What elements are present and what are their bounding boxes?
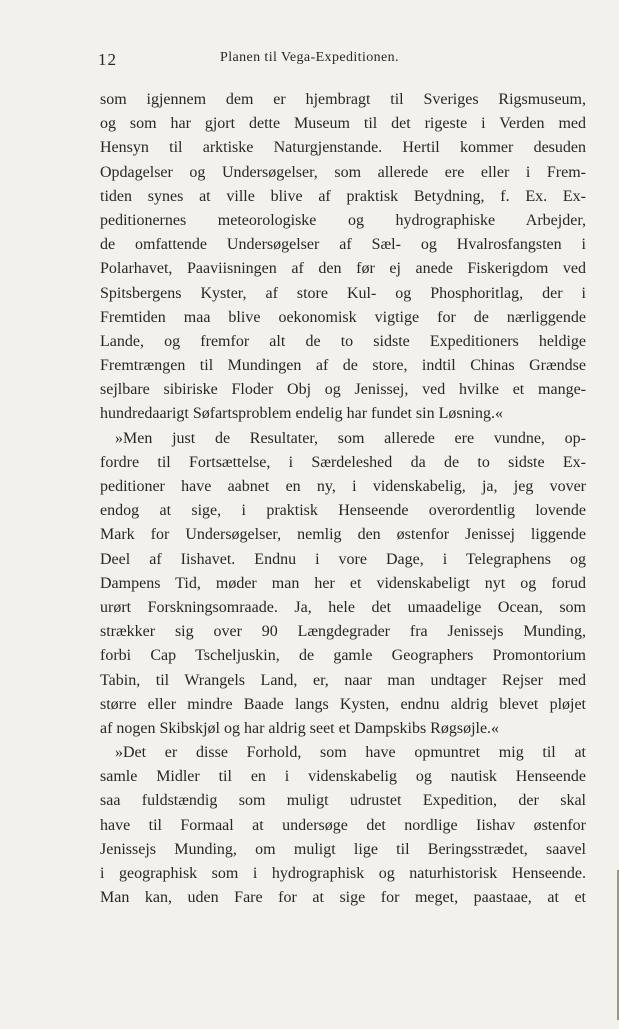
text-line: sejlbare sibiriske Floder Obj og Jenissej, ved hvilke et mange- (100, 381, 586, 399)
text-line: »Det er disse Forhold, som have opmuntret mig til at (115, 744, 586, 762)
text-line: tiden synes at ville blive af praktisk Betydning, f. Ex. Ex- (100, 187, 586, 205)
text-line: Lande, og fremfor alt de to sidste Expeditioners heldige (100, 332, 586, 350)
text-line: forbi Cap Tscheljuskin, de gamle Geographers Promontorium (100, 647, 586, 665)
text-line: strækker sig over 90 Længdegrader fra Jenissejs Munding, (100, 623, 586, 641)
text-line: og som har gjort dette Museum til det rigeste i Verden med (100, 115, 586, 133)
text-line: peditionernes meteorologiske og hydrographiske Arbejder, (100, 211, 586, 229)
text-line: større eller mindre Baade langs Kysten, endnu aldrig blevet pløjet (100, 695, 586, 713)
page-number: 12 (98, 50, 117, 69)
text-line: Man kan, uden Fare for at sige for meget, paastaae, at et (100, 889, 586, 907)
text-line: Fremtiden maa blive oekonomisk vigtige for de nærliggende (100, 308, 586, 326)
text-line: urørt Forskningsomraade. Ja, hele det umaadelige Ocean, som (100, 598, 586, 616)
text-line: »Men just de Resultater, som allerede ere vundne, op- (115, 429, 586, 447)
text-line: Opdagelser og Undersøgelser, som allerede ere eller i Frem- (100, 163, 586, 181)
text-line: fordre til Fortsættelse, i Særdeleshed da de to sidste Ex- (100, 453, 586, 471)
text-line: Deel af Iishavet. Endnu i vore Dage, i Telegraphens og (100, 550, 586, 568)
text-line: Hensyn til arktiske Naturgjenstande. Hertil kommer desuden (100, 139, 586, 157)
text-line: endog at sige, i praktisk Henseende overordentlig lovende (100, 502, 586, 520)
text-line: Fremtrængen til Mundingen af de store, indtil Chinas Grændse (100, 357, 586, 375)
text-line: i geographisk som i hydrographisk og naturhistorisk Henseende. (100, 865, 586, 882)
body-text (100, 88, 586, 910)
text-line: hundredaarigt Søfartsproblem endelig har fundet sin Løsning.« (100, 405, 504, 423)
text-line: Dampens Tid, møder man her et videnskabeligt nyt og forud (100, 574, 586, 592)
text-line: peditioner have aabnet en ny, i videnskabelig, ja, jeg vover (100, 478, 586, 495)
running-title: Planen til Vega-Expeditionen. (220, 50, 399, 65)
text-line: saa fuldstændig som muligt udrustet Expedition, der skal (100, 792, 586, 810)
text-line: de omfattende Undersøgelser af Sæl- og Hvalrosfangsten i (100, 236, 586, 254)
text-line: Mark for Undersøgelser, nemlig den østenfor Jenissej liggende (100, 526, 586, 544)
text-line: af nogen Skibskjøl og har aldrig seet et Dampskibs Røgsøjle.« (100, 719, 500, 737)
text-line: Tabin, til Wrangels Land, er, naar man undtager Rejser med (100, 671, 586, 689)
text-line: Polarhavet, Paaviisningen af den før ej anede Fiskerigdom ved (100, 260, 586, 278)
text-line: Spitsbergens Kyster, af store Kul- og Phosphoritlag, der i (100, 284, 586, 302)
text-line: som igjennem dem er hjembragt til Sveriges Rigsmuseum, (100, 91, 586, 108)
text-line: have til Formaal at undersøge det nordlige Iishav østenfor (100, 816, 586, 834)
text-line: Jenissejs Munding, om muligt lige til Beringsstrædet, saavel (100, 840, 586, 858)
text-line: samle Midler til en i videnskabelig og nautisk Henseende (100, 768, 586, 786)
